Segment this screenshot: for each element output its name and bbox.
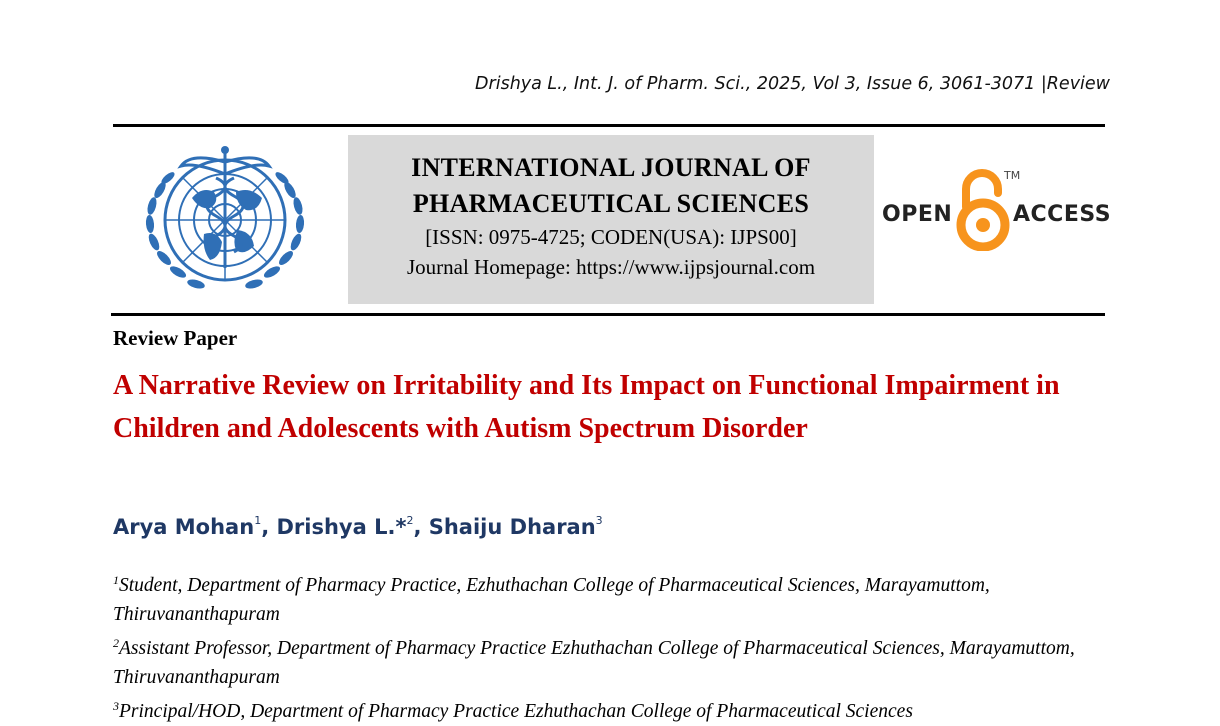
journal-issn: [ISSN: 0975-4725; CODEN(USA): IJPS00] [425,225,797,249]
journal-title-line-2: PHARMACEUTICAL SCIENCES [412,189,810,218]
journal-emblem-logo [126,138,324,306]
article-type: Review Paper [113,326,238,350]
open-access-trademark: TM [1004,169,1021,182]
affiliation-marker: 2 [113,636,119,650]
journal-homepage: Journal Homepage: https://www.ijpsjournal.com [406,255,816,279]
header-rule-top [113,124,1105,127]
author-name: Shaiju Dharan [428,515,596,539]
author-list [113,514,603,539]
journal-title-line-1: INTERNATIONAL JOURNAL OF [411,153,811,182]
author-affiliation-marker: 2 [406,514,414,527]
author-affiliation-marker: 1 [254,514,262,527]
affiliation-item [113,629,1113,692]
author-name: Arya Mohan [113,515,255,539]
affiliation-marker: 3 [113,699,119,713]
open-access-open-text: OPEN [882,202,953,227]
affiliation-text: Principal/HOD, Department of Pharmacy Practice Ezhuthachan College of Pharmaceutical Sciences [119,701,913,722]
affiliation-marker: 1 [113,573,119,587]
affiliation-item [113,692,1113,726]
affiliation-text: Assistant Professor, Department of Pharmacy Practice Ezhuthachan College of Pharmaceutical Sciences, Marayamuttom, Thiruvananthapuram [113,638,1075,688]
author-affiliation-marker: 3 [595,514,603,527]
article-title: A Narrative Review on Irritability and Its Impact on Functional Impairment in Children and Adolescents with Autism Spectrum Disorder [113,370,1060,444]
open-access-logo [880,165,1110,255]
running-citation: Drishya L., Int. J. of Pharm. Sci., 2025, Vol 3, Issue 6, 3061-3071 |Review [475,74,1110,94]
journal-masthead [348,135,874,304]
affiliation-item [113,566,1113,629]
author-separator: , [261,515,277,539]
affiliation-list [113,566,1113,726]
author-name: Drishya L.* [276,515,407,539]
affiliation-text: Student, Department of Pharmacy Practice, Ezhuthachan College of Pharmaceutical Sciences, Marayamuttom, Thiruvananthapuram [113,575,990,625]
journal-title [348,150,874,222]
author-separator: , [413,515,429,539]
open-access-access-text: ACCESS [1013,202,1112,227]
header-rule-bottom [111,313,1105,316]
